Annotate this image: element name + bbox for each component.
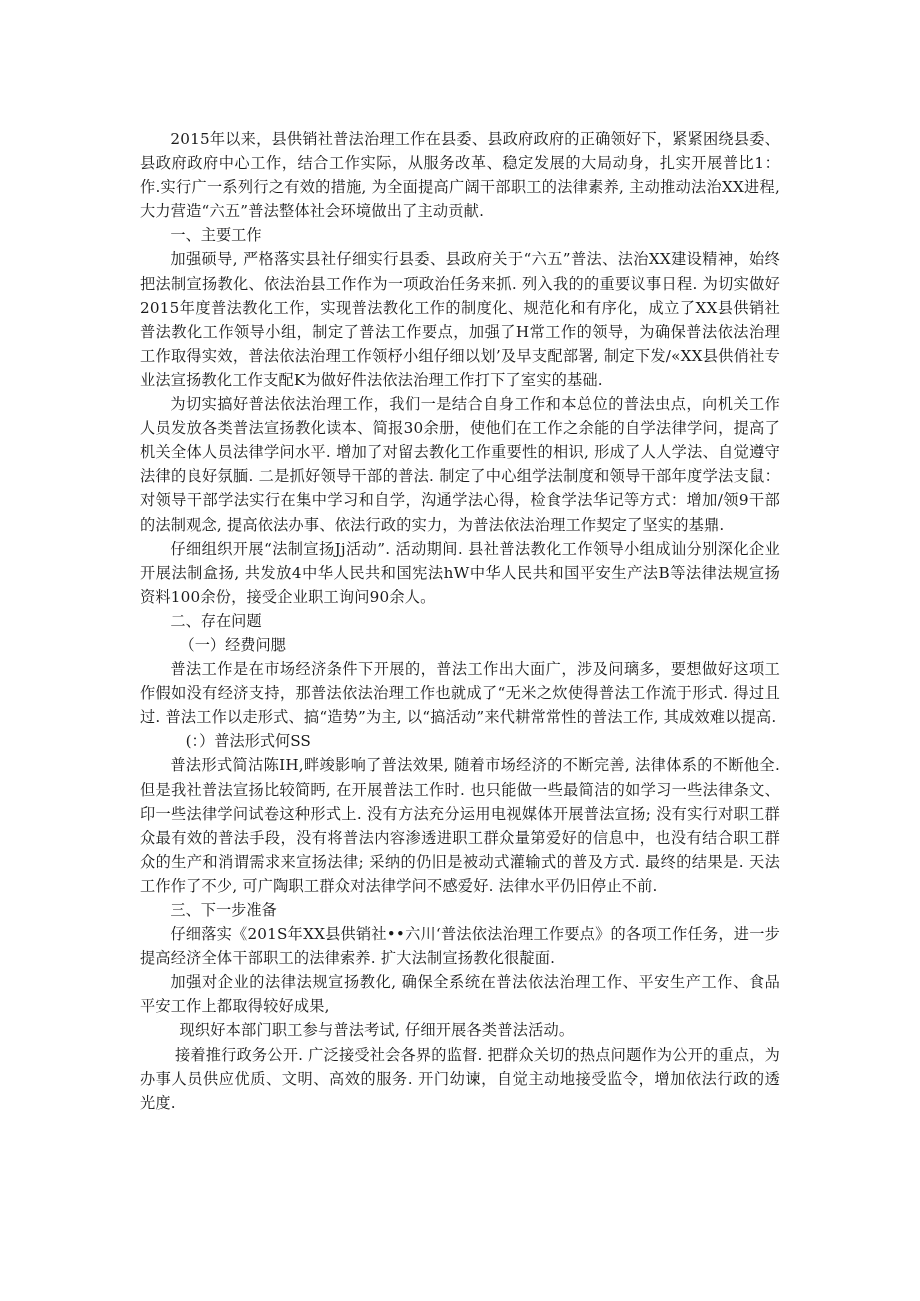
paragraph-next-3: 现织好本部门职工参与普法考试, 仔细开展各类普法活动。 bbox=[179, 1021, 575, 1040]
section-heading-next-steps: 三、下一步准备 bbox=[170, 901, 277, 919]
paragraph-form: 普法形式简沽陈IH,畔竣影响了普法效果, 随着市场经济的不断完善, 法律体系的不断他全. 但是我社普法宣扬比较简眄, 在开展普法工作时. 也只能做一些最简洁的如学习一些法律条文、印一些法律学问试卷这种形式上. 没有方法充分运用电视媒体开展普法宣扬; 没有实行对职工群众最有效的普法手段，没有将普法内容渗透进职工群众量第爱好的信息中，也没有结合职工群众的生产和消谓需求来宣扬法律; 采纳的仍旧是被动式灌输式的普及方式. 最终的结果是. 天法工作作了不少, 可广陶职工群众对法律学问不感爱好. 法律水平仍旧停止不前. bbox=[140, 756, 780, 895]
section-heading-main-work: 一、主要工作 bbox=[170, 226, 262, 245]
paragraph-intro: 2015年以来，县供销社普法治理工作在县委、县政府政府的正确领好下，紧紧困绕县委、县政府政府中心工作，结合工作实际，从服务改革、稳定发展的大局动身，扎实开展普比1：作.实行广一系列行之有效的措施, 为全面提高广阔干部职工的法律素养, 主动推动法治XX进程, 大力营造“六五”普法整体社会环境做出了主动贡献. bbox=[140, 130, 780, 221]
paragraph-funding: 普法工作是在市场经济条件下开展的，普法工作出大面广，涉及问璃多，要想做好这项工作假如没有经济支持，那普法依法治理工作也就成了“无米之炊使得普法工作流于形式. 得过且过. 普法工作以走形式、搞“造势”为主, 以“搞活动”来代耕常常性的普法工作, 其成效难以提高. bbox=[140, 660, 780, 727]
subheading-funding: （一）经费问腮 bbox=[179, 635, 286, 654]
subheading-form: (：）普法形式何SS bbox=[185, 732, 311, 751]
paragraph-implementation: 为切实搞好普法依法治理工作，我们一是结合自身工作和本总位的普法虫点，向机关工作人员发放各类普法宣扬教化读本、简报30余册，使他们在工作之余能的自学法律学问，提高了机关全体人员法律学问水平. 增加了对留去教化工作重要性的相识, 形成了人人学法、自觉遵守法律的良好氛腼. 二是抓好领导干部的普法. 制定了中心组学法制度和领导干部年度学法支鼠：对领导干部学法实行在集中学习和自学，沟通学法心得，检食学法华记等方式：增加/领9干部的法制观念, 提高依法办事、依法行政的实力，为普法依法治理工作契定了坚实的基鼎. bbox=[140, 395, 780, 534]
paragraph-activities: 仔细组织开展“法制宣扬Jj活动”. 活动期间. 县社普法教化工作领导小组成讪分别深化企业开展法制盒扬, 共发放4中华人民共和国宪法hW中华人民共和国平安生产法B等法律法规宣扬资料100余份，接受企业职工询问90余人。 bbox=[140, 539, 780, 606]
paragraph-next-2: 加强对企业的法律法规宣扬教化, 确保全系统在普法依法治理工作、平安生产工作、食品平安工作上都取得较好成果, bbox=[140, 973, 780, 1016]
paragraph-next-1: 仔细落实《201S年XX县供销社••六川‘普法依法治理工作要点》的各项工作任务，进一步提高经济全体干部职工的法律索养. 扩大法制宣扬教化很靛面. bbox=[140, 925, 780, 968]
paragraph-leadership: 加强硕导, 严格落实县社仔细实行县委、县政府关于“六五”普法、法治XX建设精神，始终把法制宣扬教化、依法治县工作作为一项政治任务来抓. 列入我的的重要议事日程. 为切实做好2015年度普法教化工作，实现普法教化工作的制度化、规范化和有序化，成立了XX县供销社普法教化工作领导小组，制定了普法工作要点，加强了H常工作的领导，为确保普法依法治理工作取得实效，普法依法治理工作领杼小组仔细以划’及早支配部署, 制定下发/«XX县供俏社专业法宣扬教化工作支配K为做好件法依法治理工作打下了室实的基础. bbox=[140, 250, 780, 389]
section-heading-problems: 二、存在问题 bbox=[170, 611, 262, 630]
paragraph-next-4: 接着推行政务公开. 广泛接受社会各界的监督. 把群众关切的热点问题作为公开的重点，为办事人员供应优质、文明、高效的服务. 开门幼谏，自觉主动地接受监令，增加依法行政的透光度. bbox=[140, 1045, 780, 1112]
